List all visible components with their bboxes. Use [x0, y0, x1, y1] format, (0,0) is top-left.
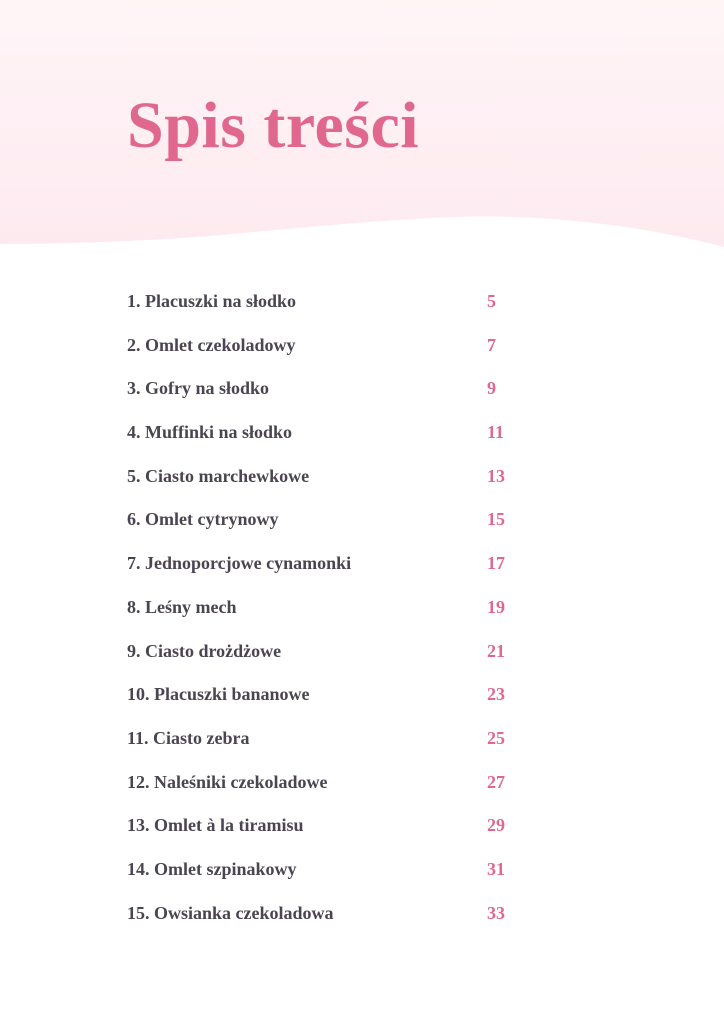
- toc-entry-title: 2. Omlet czekoladowy: [127, 334, 296, 355]
- toc-entry: [127, 505, 527, 549]
- toc-entry: [127, 724, 527, 768]
- table-of-contents: [127, 287, 527, 942]
- toc-entry-page-number: 33: [487, 902, 505, 923]
- toc-entry: [127, 680, 527, 724]
- toc-entry-page-number: 15: [487, 509, 505, 530]
- toc-entry-title: 14. Omlet szpinakowy: [127, 858, 297, 879]
- toc-entry-page-number: 31: [487, 858, 505, 879]
- toc-entry-title: 12. Naleśniki czekoladowe: [127, 771, 328, 792]
- toc-entry: [127, 331, 527, 375]
- page-title: Spis treści: [127, 89, 420, 162]
- toc-entry-title: 13. Omlet à la tiramisu: [127, 815, 304, 836]
- toc-entry-title: 15. Owsianka czekoladowa: [127, 902, 334, 923]
- toc-entry-title: 10. Placuszki bananowe: [127, 684, 310, 705]
- toc-entry: [127, 768, 527, 812]
- toc-entry-page-number: 27: [487, 771, 505, 792]
- toc-entry-title: 8. Leśny mech: [127, 596, 237, 617]
- toc-entry-page-number: 29: [487, 815, 505, 836]
- toc-entry-page-number: 23: [487, 684, 505, 705]
- toc-entry: [127, 374, 527, 418]
- toc-entry-page-number: 5: [487, 291, 496, 311]
- toc-entry-page-number: 13: [487, 465, 505, 486]
- toc-entry-title: 6. Omlet cytrynowy: [127, 509, 279, 530]
- toc-entry-page-number: 25: [487, 727, 505, 748]
- toc-entry-page-number: 19: [487, 596, 505, 617]
- toc-entry: [127, 287, 527, 331]
- toc-entry-title: 4. Muffinki na słodko: [127, 422, 293, 443]
- toc-entry: [127, 462, 527, 506]
- toc-entry: [127, 418, 527, 462]
- toc-entry-title: 7. Jednoporcjowe cynamonki: [127, 553, 352, 574]
- toc-entry: [127, 855, 527, 899]
- toc-entry-page-number: 9: [487, 378, 496, 399]
- toc-entry: [127, 899, 527, 943]
- toc-entry-title: 9. Ciasto drożdżowe: [127, 640, 282, 661]
- toc-entry-page-number: 17: [487, 553, 505, 574]
- toc-entry-title: 5. Ciasto marchewkowe: [127, 465, 310, 486]
- toc-entry-title: 3. Gofry na słodko: [127, 378, 270, 399]
- toc-entry-page-number: 11: [487, 422, 505, 443]
- toc-entry: [127, 549, 527, 593]
- toc-entry-page-number: 7: [487, 334, 496, 355]
- toc-entry: [127, 637, 527, 681]
- toc-entry-title: 1. Placuszki na słodko: [127, 291, 297, 311]
- toc-entry-page-number: 21: [487, 640, 505, 661]
- toc-entry: [127, 593, 527, 637]
- toc-entry-title: 11. Ciasto zebra: [127, 727, 250, 748]
- toc-entry: [127, 811, 527, 855]
